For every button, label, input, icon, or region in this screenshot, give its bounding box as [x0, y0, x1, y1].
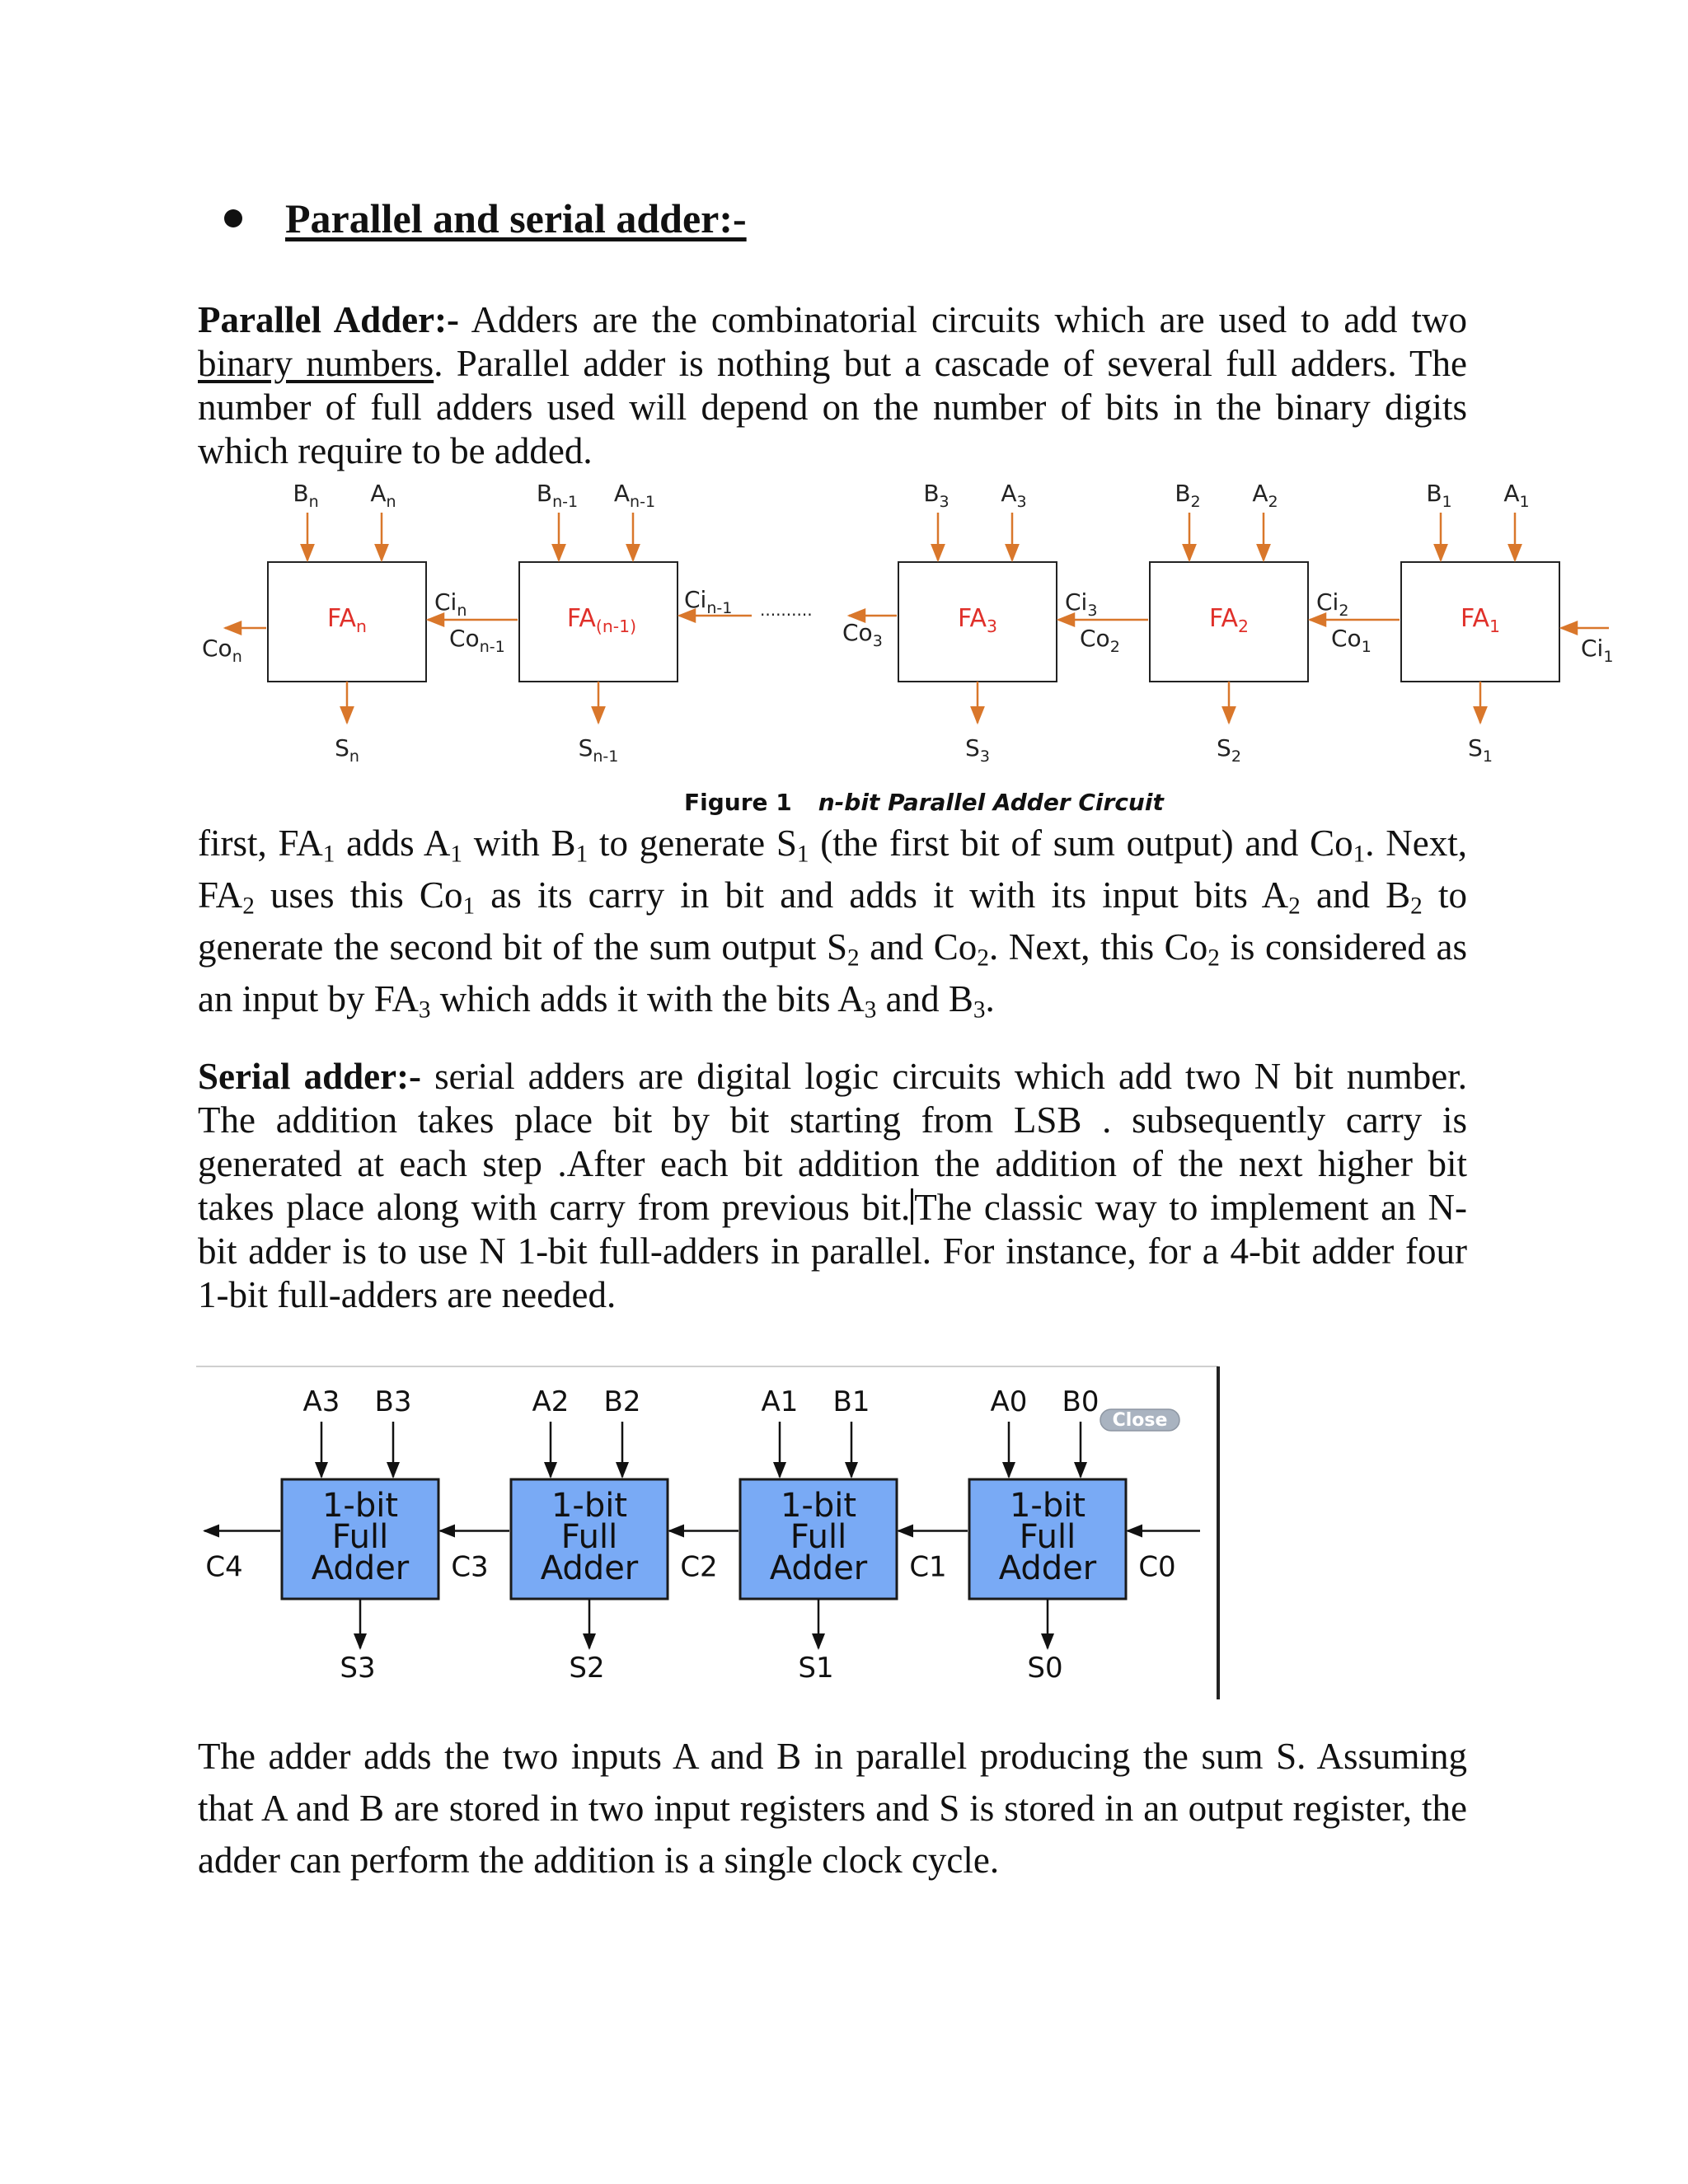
subscript: 1	[575, 841, 588, 868]
block-text: Full	[560, 1518, 618, 1556]
serial-adder-paragraph	[198, 1055, 1467, 1317]
sum-label: S1	[798, 1652, 834, 1685]
subscript: 1	[462, 893, 476, 920]
subscript: 2	[1207, 944, 1220, 972]
conclusion-paragraph	[198, 1731, 1467, 1886]
input-a-label: $A_n$	[370, 480, 396, 511]
text-segment: as its carry in bit and adds it with its input bits A	[475, 874, 1289, 916]
section-heading	[224, 194, 747, 242]
sum-label: $S_n$	[335, 734, 359, 766]
carry-label: C3	[451, 1550, 489, 1584]
sum-label: $S_3$	[965, 734, 990, 766]
subscript: 2	[242, 893, 255, 920]
serial-text-2: The classic way to implement an N-bit adder is to use N 1-bit full-adders in parallel. For instance, for a 4-bit adder four 1-bit full-adders are needed.	[198, 1187, 1467, 1315]
full-adder-label: $FA_{(n-1)}$	[566, 604, 637, 636]
fa-sequence-paragraph	[198, 818, 1467, 1025]
input-b-label: $B_{n-1}$	[536, 480, 579, 511]
fa-sequence-text	[198, 818, 1467, 1025]
full-adder-label: $FA_3$	[957, 604, 998, 636]
full-adder-label: $FA_2$	[1208, 604, 1250, 636]
block-text: Full	[331, 1518, 389, 1556]
carry-label: C0	[1138, 1550, 1176, 1584]
subscript: 2	[847, 944, 860, 972]
carry-out-label: $Co_1$	[1331, 625, 1372, 656]
block-text: Adder	[540, 1549, 639, 1587]
text-segment: . Next, FA	[198, 823, 1467, 916]
serial-text-1: serial adders are digital logic circuits which add two N bit number. The addition takes place bit by bit starting from LSB . subsequently carry is generated at each step .After each bit addition the addition of the next higher bit takes place along with carry from previous bit.	[198, 1056, 1467, 1228]
text-segment: and B	[1300, 874, 1411, 916]
carry-label: C4	[205, 1550, 243, 1584]
input-b-label: $B_n$	[293, 480, 319, 511]
conclusion-text: The adder adds the two inputs A and B in parallel producing the sum S. Assuming that A and B are stored in two input registers and S is stored in an output register, the adder can perform the addition is a single clock cycle.	[198, 1736, 1467, 1881]
subscript: 3	[973, 996, 986, 1024]
input-b-label: $B_3$	[923, 480, 950, 511]
block-text: 1-bit	[780, 1487, 857, 1525]
text-segment: to generate S	[588, 823, 797, 864]
block-text: Adder	[311, 1549, 410, 1587]
serial-adder-label: Serial adder:-	[198, 1056, 422, 1097]
input-a-label: A2	[532, 1385, 570, 1418]
figure1-diagram	[0, 478, 1688, 824]
subscript: 2	[1288, 893, 1301, 920]
text-segment: (the first bit of sum output) and Co	[809, 823, 1353, 864]
input-a-label: $A_{n-1}$	[613, 480, 656, 511]
input-b-label: $B_1$	[1426, 480, 1452, 511]
carry-out-label: $Co_{n-1}$	[449, 625, 505, 656]
carry-in-label: $Ci_2$	[1316, 588, 1349, 620]
heading-text: Parallel and serial adder:-	[285, 195, 747, 241]
block-text: Adder	[769, 1549, 868, 1587]
carry-out-label: $Co_2$	[1080, 625, 1120, 656]
text-segment: adds A	[335, 823, 451, 864]
input-b-label: B0	[1062, 1385, 1100, 1418]
carry-label: C1	[909, 1550, 947, 1584]
subscript: 1	[796, 841, 809, 868]
subscript: 2	[1410, 893, 1423, 920]
text-segment: .	[985, 978, 995, 1019]
input-a-label: A3	[302, 1385, 340, 1418]
block-text: Full	[790, 1518, 847, 1556]
text-segment: and Co	[859, 926, 978, 968]
parallel-text-1: Adders are the combinatorial circuits which are used to add two	[459, 299, 1467, 340]
parallel-adder-label: Parallel Adder:-	[198, 299, 460, 340]
input-b-label: B3	[374, 1385, 412, 1418]
ellipsis-dots: ..........	[760, 600, 813, 620]
right-carry-in-label: $Ci_1$	[1581, 635, 1614, 666]
left-carry-out-label: $Co_n$	[202, 635, 242, 666]
input-b-label: $B_2$	[1175, 480, 1201, 511]
close-button[interactable]	[1100, 1409, 1179, 1431]
input-b-label: B1	[832, 1385, 870, 1418]
carry-out-label: $Co_3$	[842, 619, 883, 650]
input-a-label: $A_1$	[1503, 480, 1530, 511]
block-text: 1-bit	[1009, 1487, 1086, 1525]
block-text: 1-bit	[551, 1487, 628, 1525]
carry-in-label: $Ci_3$	[1065, 588, 1098, 620]
input-a-label: A0	[990, 1385, 1028, 1418]
subscript: 1	[450, 841, 462, 868]
subscript: 3	[418, 996, 431, 1024]
subscript: 3	[864, 996, 877, 1024]
input-a-label: $A_2$	[1252, 480, 1278, 511]
sum-label: S0	[1027, 1652, 1063, 1685]
binary-numbers-link[interactable]: binary numbers	[198, 343, 434, 384]
carry-in-label: $Ci_{n-1}$	[684, 586, 733, 617]
sum-label: $S_{n-1}$	[578, 734, 619, 766]
text-cursor	[911, 1188, 913, 1225]
sum-label: S2	[569, 1652, 605, 1685]
figure2-diagram	[0, 1360, 1688, 1706]
close-button-label: Close	[1112, 1410, 1168, 1431]
subscript: 1	[1353, 841, 1366, 868]
sum-label: $S_2$	[1217, 734, 1241, 766]
text-segment: . Next, this Co	[988, 926, 1208, 968]
sum-label: $S_1$	[1468, 734, 1493, 766]
carry-in-label: $Ci_n$	[434, 588, 467, 620]
sum-label: S3	[340, 1652, 376, 1685]
bullet-icon	[224, 209, 242, 227]
input-a-label: A1	[761, 1385, 799, 1418]
block-text: 1-bit	[321, 1487, 399, 1525]
input-a-label: $A_3$	[1001, 480, 1027, 511]
text-segment: and B	[876, 978, 973, 1019]
text-segment: with B	[462, 823, 576, 864]
figure-caption: Figure 1 n-bit Parallel Adder Circuit	[684, 789, 1164, 816]
text-segment: is considered as an input by FA	[198, 926, 1468, 1019]
block-text: Adder	[998, 1549, 1097, 1587]
input-b-label: B2	[603, 1385, 641, 1418]
block-text: Full	[1019, 1518, 1076, 1556]
full-adder-label: $FA_n$	[327, 604, 367, 636]
parallel-adder-paragraph	[198, 298, 1467, 473]
text-segment: first, FA	[198, 823, 323, 864]
text-segment: uses this Co	[254, 874, 463, 916]
text-segment: to generate the second bit of the sum output S	[198, 874, 1467, 968]
carry-label: C2	[680, 1550, 718, 1584]
full-adder-label: $FA_1$	[1460, 604, 1501, 636]
subscript: 1	[322, 841, 335, 868]
text-segment: which adds it with the bits A	[430, 978, 865, 1019]
parallel-text-2: . Parallel adder is nothing but a cascade of several full adders. The number of full adders used will depend on the number of bits in the binary digits which require to be added.	[198, 343, 1468, 471]
subscript: 2	[977, 944, 989, 972]
